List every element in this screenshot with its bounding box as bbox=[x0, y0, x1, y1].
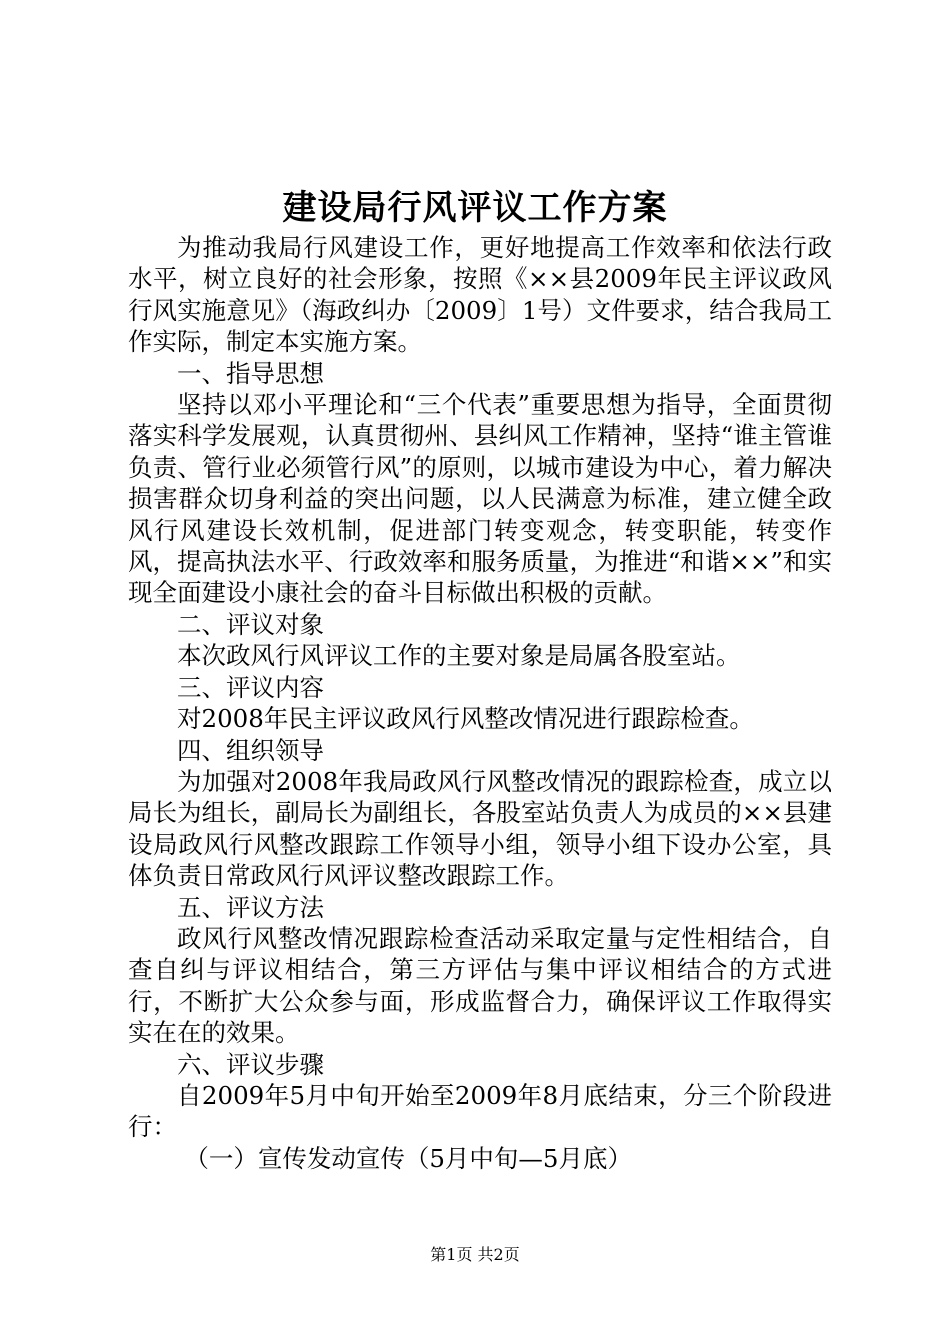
intro-paragraph: 为推动我局行风建设工作，更好地提高工作效率和依法行政水平，树立良好的社会形象，按照《××县2009年民主评议政风行风实施意见》（海政纠办〔2009〕1号）文件要求，结合我局工作实际，制定本实施方案。 bbox=[128, 233, 832, 357]
body-paragraph: 自2009年5月中旬开始至2009年8月底结束，分三个阶段进行： bbox=[128, 1080, 832, 1142]
body-paragraph: 政风行风整改情况跟踪检查活动采取定量与定性相结合，自查自纠与评议相结合，第三方评估与集中评议相结合的方式进行，不断扩大公众参与面，形成监督合力，确保评议工作取得实实在在的效果。 bbox=[128, 923, 832, 1048]
body-paragraph: 为加强对2008年我局政风行风整改情况的跟踪检查，成立以局长为组长，副局长为副组长，各股室站负责人为成员的××县建设局政风行风整改跟踪工作领导小组，领导小组下设办公室，具体负责日常政风行风评议整改跟踪工作。 bbox=[128, 766, 832, 891]
section-heading: 三、评议内容 bbox=[177, 672, 324, 702]
document-body bbox=[128, 232, 832, 1174]
subsection-heading: （一）宣传发动宣传（5月中旬—5月底） bbox=[184, 1143, 633, 1173]
document-title: 建设局行风评议工作方案 bbox=[282, 188, 668, 228]
section-heading: 二、评议对象 bbox=[177, 609, 324, 639]
section-heading: 四、组织领导 bbox=[177, 735, 324, 765]
body-paragraph: 坚持以邓小平理论和“三个代表”重要思想为指导，全面贯彻落实科学发展观，认真贯彻州、县纠风工作精神，坚持“谁主管谁负责、管行业必须管行风”的原则，以城市建设为中心，着力解决损害群众切身利益的突出问题，以人民满意为标准，建立健全政风行风建设长效机制，促进部门转变观念，转变职能，转变作风，提高执法水平、行政效率和服务质量，为推进“和谐××”和实现全面建设小康社会的奋斗目标做出积极的贡献。 bbox=[128, 390, 832, 608]
body-paragraph: 本次政风行风评议工作的主要对象是局属各股室站。 bbox=[177, 641, 741, 671]
page-number-footer: 第1页 共2页 bbox=[430, 1245, 520, 1264]
body-paragraph: 对2008年民主评议政风行风整改情况进行跟踪检查。 bbox=[177, 704, 754, 734]
section-heading: 六、评议步骤 bbox=[177, 1049, 324, 1079]
section-heading: 一、指导思想 bbox=[177, 358, 324, 388]
section-heading: 五、评议方法 bbox=[177, 892, 324, 922]
